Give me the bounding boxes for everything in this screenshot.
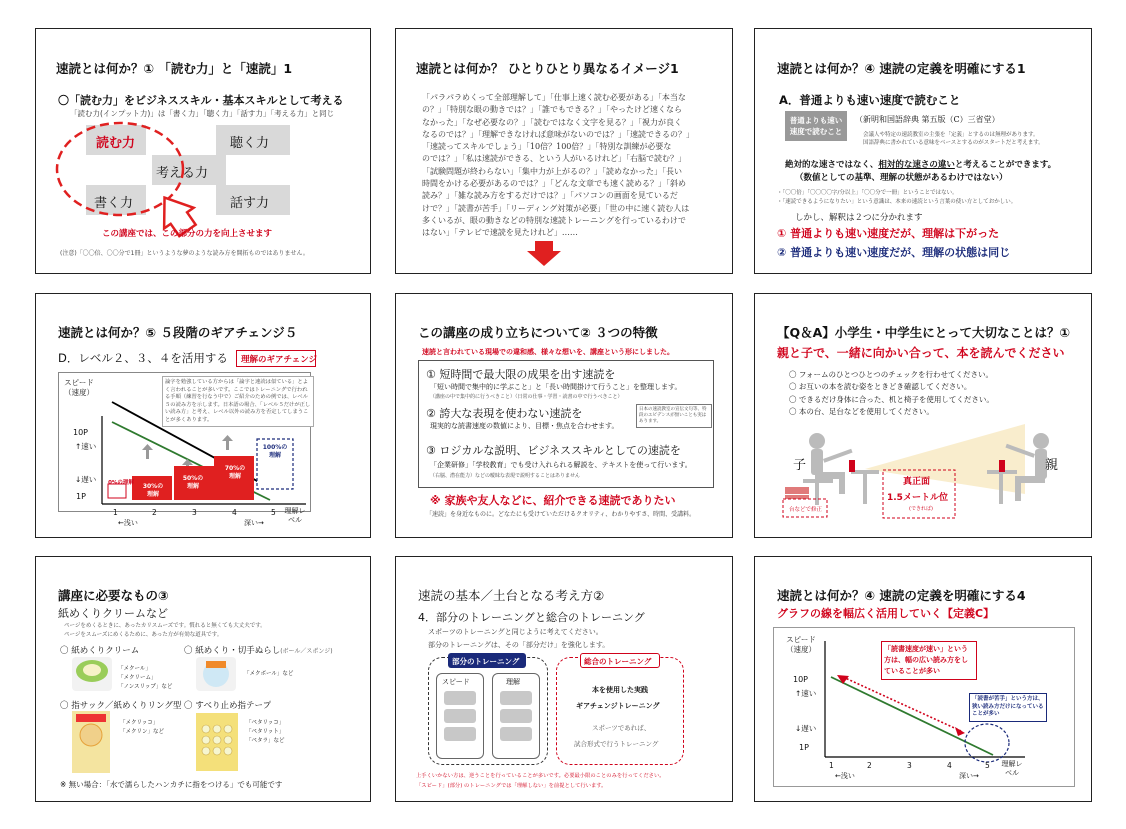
slide-title: 速読の基本／土台となる考え方②	[418, 588, 605, 603]
slide-heading: 4．部分のトレーニングと総合のトレーニング	[418, 611, 645, 624]
bar-label-4: 100%の理解	[262, 444, 288, 459]
slide-note: この講座では、この部分の力を向上させます	[102, 229, 273, 239]
x-tick: 1	[113, 508, 118, 517]
advice-item: 〇 お互いの本を読む姿をときどき確認してください。	[789, 382, 972, 392]
feature-3-note: （右脳、潜在能力）などの曖昧な表現で説明することはありません	[430, 473, 581, 479]
y-axis-label: スピード（速度）	[64, 378, 94, 397]
interpretation-2: ② 普通よりも速い速度だが、理解の状態は同じ	[777, 246, 1011, 259]
slide-title: この講座の成り立ちについて② ３つの特徴	[418, 325, 658, 340]
y-fast: ↑速い	[75, 442, 97, 451]
gear-change-tag: 理解のギアチェンジ	[241, 355, 318, 365]
slide-4[interactable]	[35, 293, 371, 538]
x-tick: 3	[907, 761, 912, 770]
gear-chart	[36, 294, 371, 538]
parent-label: 親	[1045, 458, 1059, 473]
bullet-note: ・「速読できるようになりたい」という意識は、本来の速読という言葉の使い方としておかしい。	[777, 199, 1017, 205]
product-1: 〇 紙めくりクリーム	[60, 646, 140, 656]
definition-badge: 普通よりも速い速度で読むこと	[789, 116, 843, 136]
x-tick: 5	[271, 508, 276, 517]
y-tick-1p: 1P	[76, 492, 86, 501]
total-text-4: 試合形式で行うトレーニング	[574, 740, 659, 748]
product-images	[36, 557, 371, 802]
x-shallow: ←浅い	[835, 772, 855, 780]
distance-sub: (できれば)	[909, 506, 933, 512]
advice-item: 〇 本の台、足台などを使用してください。	[789, 406, 934, 416]
x-tick: 2	[152, 508, 157, 517]
feature-2-text: 現実的な読書速度の数値により、目標・焦点を合わせます。	[430, 422, 619, 430]
slide-heading: D．レベル２、３、４を活用する	[58, 351, 228, 365]
feature-1-note: （講座の中で集中的に行うべきこと）（日常の仕事・学習・読書の中で行うべきこと）	[430, 394, 623, 400]
slide-9[interactable]	[754, 556, 1092, 802]
slide-subtext: 速読と言われている現場での違和感、様々な想いを、講座という形にしました。	[422, 348, 674, 356]
callout-wide: 「読書速度が速い」という方は、幅の広い読み方をしていることが多い	[881, 641, 977, 680]
product-2-names: 「メクボール」など	[244, 671, 294, 677]
slide-title: 速読とは何か？④ 速読の定義を明確にする4	[777, 588, 1026, 603]
relative-speed-note: （数値としての基準、理解の状態があるわけではない）	[795, 173, 1008, 183]
product-2: 〇 紙めくり・切手ぬらし(ボール／スポンジ)	[184, 646, 333, 656]
total-text-2: ギアチェンジトレーニング	[576, 702, 660, 710]
product-4: 〇 すべり止め指テープ	[184, 701, 272, 711]
desc-2: ページをスムーズにめくるために、あった方が有効な道具です。	[64, 632, 223, 638]
feature-1: ① 短時間で最大限の成果を出す速読を	[426, 368, 616, 381]
front-label: 真正面	[903, 477, 931, 487]
x-axis-label: 理解レベル	[1001, 760, 1023, 777]
chart-note: 論字を勉強している方からは「論字と速読は似ている」とよく言われることが多いです。ここではトレーニングで行われる手順（練習を行なう中で）ご紹介のための例では、レベル５の読み方を示します。日本語の場合、「レベル５だけが正しい読み方」と考え、レベル以外の読み方を否定してしまうことが多くあります。	[162, 376, 314, 427]
slide-text-2: 部分のトレーニングは、その「部分だけ」を強化します。	[428, 641, 610, 649]
slide-title: 講座に必要なもの③	[58, 588, 169, 603]
slide-title: 速読とは何か？⑤ ５段階のギアチェンジ５	[58, 325, 298, 340]
cell-speak: 話す力	[230, 196, 270, 211]
total-training-label: 総合のトレーニング	[584, 657, 652, 666]
slide-text-1: スポーツのトレーニングと同じように考えてください。	[428, 628, 603, 636]
slide-5[interactable]	[395, 293, 733, 538]
slide-title: 速読とは何か？④ 速読の定義を明確にする1	[777, 61, 1026, 76]
desc-1: ページをめくるときに、あったカリスムーズです。慣れると無くても大丈夫です。	[64, 623, 266, 629]
slide-6[interactable]	[754, 293, 1092, 538]
partial-training-label: 部分のトレーニング	[452, 657, 520, 666]
slide-title: 速読とは何か？① 「読む力」と「速読」1	[56, 61, 293, 76]
cell-read: 読む力	[96, 136, 136, 151]
slide-title: 【Q＆A】小学生・中学生にとって大切なことは？①	[777, 325, 1071, 340]
y-tick-10p: 10P	[73, 428, 89, 437]
y-tick-10p: 10P	[793, 675, 809, 684]
family-note: ※ 家族や友人などに、紹介できる速読でありたい	[430, 494, 676, 507]
slide-subtext: 「読む力(インプット力)」は「書く力」「聴く力」「話す力」「考える力」と同じ	[70, 109, 335, 118]
slide-heading: 紙めくりクリームなど	[58, 607, 168, 620]
advice-item: 〇 できるだけ身体に合った、机と椅子を使用してください。	[789, 394, 994, 404]
speed-label: スピード	[442, 678, 470, 686]
cell-write: 書く力	[94, 196, 134, 211]
cell-think: 考える力	[156, 166, 209, 181]
x-tick: 3	[192, 508, 197, 517]
product-4-names: 「ペタリッコ」 「ペタリット」 「ペタラ」など	[246, 720, 285, 744]
stand-label: 台などで修正	[789, 507, 823, 513]
total-text-3: スポーツであれば、	[592, 724, 651, 732]
distance-label: 1.5メートル位	[887, 493, 948, 503]
slide-1[interactable]	[35, 28, 371, 274]
bar-label-0: 0%の理解	[108, 480, 134, 486]
slide-heading: 〇「読む力」をビジネススキル・基本スキルとして考える	[58, 94, 344, 107]
small-note: 国語辞典に書かれている意味をベースとするのがスタートだと考えます。	[863, 140, 1044, 146]
slide-title: 速読とは何か？ ひとりひとり異なるイメージ1	[416, 61, 679, 76]
slide-7[interactable]	[35, 556, 371, 802]
feature-2: ② 誇大な表現を使わない速読を	[426, 407, 583, 420]
product-3-names: 「メクリッコ」 「メクリン」など	[120, 720, 165, 735]
x-tick: 2	[867, 761, 872, 770]
slide-footnote: (注意)「〇〇倍、〇〇分で1冊」というような夢のような読み方を開拓ものではありません。	[60, 250, 309, 257]
y-slow: ↓遅い	[795, 724, 817, 733]
dictionary-source: （新明和国語辞典 第五版（C）三省堂）	[855, 115, 1000, 124]
feature-1-text: 「短い時間で集中的に学ぶこと」と「長い時間掛けて行うこと」を整理します。	[430, 383, 682, 391]
x-axis-label: 理解レベル	[284, 507, 306, 524]
feature-3-text: 「企業研修」「学校教育」でも受け入れられる解説を、テキストを使って行います。	[430, 461, 692, 469]
slide-footnote-1: 上手くいかない方は、逆うことを行っていることが多いです。必要最小限のことのみを行ってください。	[416, 773, 665, 779]
x-tick: 1	[829, 761, 834, 770]
slide-8[interactable]	[395, 556, 733, 802]
cell-listen: 聴く力	[230, 136, 270, 151]
slide-footnote-2: 「スピード」(部分) のトレーニングでは「理解しない」を前提として行います。	[416, 783, 607, 789]
x-tick: 5	[985, 761, 990, 770]
interpretation-1: ① 普通よりも速い速度だが、理解は下がった	[777, 227, 1000, 240]
slide-footnote: 「速読」を身近なものに。どなたにも受けていただけるクオリティ、わかりやすさ、時間、受講料。	[426, 511, 696, 518]
y-axis-label: スピード（速度）	[786, 635, 816, 654]
split-text: しかし、解釈は２つに分かれます	[795, 213, 923, 223]
slide-2[interactable]	[395, 28, 733, 274]
x-tick: 4	[232, 508, 237, 517]
bar-label-3: 70%の理解	[224, 465, 246, 480]
x-shallow: ←浅い	[118, 519, 138, 527]
bar-label-1: 30%の理解	[142, 483, 164, 498]
bullet-note: ・「〇〇倍」「〇〇〇〇字/分以上」「〇〇分で一冊」ということではない。	[777, 190, 958, 196]
child-label: 子	[793, 458, 807, 473]
product-1-names: 「メクール」 「メクリーム」 「ノンスリップ」など	[118, 666, 173, 690]
y-tick-1p: 1P	[799, 743, 809, 752]
quotes-block: 「パラパラめくって全部理解して」「仕事上速く読む必要がある」「本当な の？」「特別な眼の動きでは？」「誰でもできる？」「やったけど速くなら なかった」「なぜ必要なの？」「読むではなく文字を見る？」「視力が良く なるのでは？」「理解できなければ意味がないのでは？」「速読できるの？」 「速読ってスキルでしょう」「10倍？100倍？」「特別な訓練が必要な のでは？」「私は速読ができる、という人がいるけれど」「右脳で読む？」 「試験問題が終わらない」「集中力が上がるの？」「読めなかった」「長い 時間をかける必要があるのでは？」「どんな文章でも速く読める？」「斜め 読み？」「雑な読み方をするだけでは？」「パソコンの画面を見ているだ けで？」「読書が苦手」「リーディング対策が必要」「世の中に速く読む人は 多くいるが、眼の動きなどの特別な速読トレーニングを行っているわけで はない」「テレビで速読を見たけれど」……	[422, 93, 694, 238]
x-tick: 4	[947, 761, 952, 770]
slide-heading: グラフの線を幅広く活用していく【定義C】	[777, 607, 995, 620]
feature-2-box: 日本の速読教室の宣伝文句等、特段のエビデンスが無いことも実はあります。	[636, 404, 712, 428]
understanding-label: 理解	[506, 678, 520, 686]
y-fast: ↑速い	[795, 689, 817, 698]
slide-heading: A．普通よりも速い速度で読むこと	[779, 93, 961, 107]
y-slow: ↓遅い	[75, 475, 97, 484]
slide-footnote: ※ 無い場合：「水で濡らしたハンカチに指をつける」でも可能です	[60, 780, 283, 789]
total-text-1: 本を使用した実践	[592, 686, 648, 694]
slide-3[interactable]	[754, 28, 1092, 274]
small-note: 会議人や特定の速読教室の主張を「定義」とするのは無理があります。	[863, 132, 1039, 138]
x-deep: 深い→	[244, 519, 264, 527]
down-arrow-icon	[526, 241, 562, 267]
product-3: 〇 指サック／紙めくりリング型	[60, 701, 182, 711]
feature-3: ③ ロジカルな説明、ビジネススキルとしての速読を	[426, 444, 681, 457]
advice-item: 〇 フォームのひとつひとつのチェックを行わせてください。	[789, 370, 993, 379]
callout-narrow: 「読書が苦手」という方は、狭い読み方だけになっていることが多い	[969, 693, 1047, 722]
x-deep: 深い→	[959, 772, 979, 780]
slide-heading: 親と子で、一緒に向かい合って、本を読んでください	[777, 346, 1065, 360]
relative-speed-line: 絶対的な速さではなく、相対的な速さの違いと考えることができます。	[785, 160, 1057, 170]
bar-label-2: 50%の理解	[182, 475, 204, 490]
